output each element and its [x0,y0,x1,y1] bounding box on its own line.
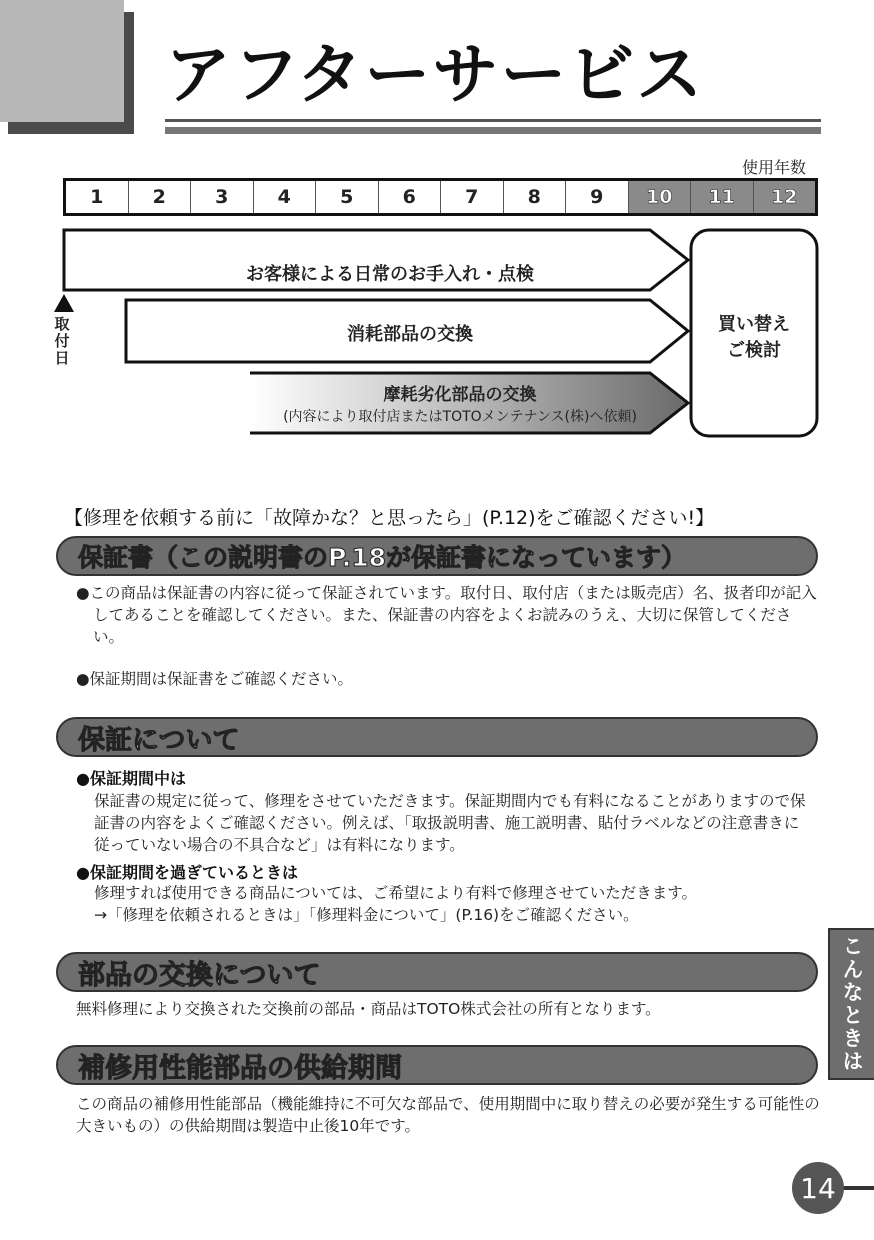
years-label: 使用年数 [742,158,807,177]
wear-parts-sublabel: (内容により取付店またはTOTOメンテナンス(株)へ依頼) [283,409,637,425]
bullet-heading-in-warranty: ●保証期間中は [76,769,186,788]
replacement-label [692,312,816,364]
warranty-card-paragraph: ●この商品は保証書の内容に従って保証されています。取付日、取付店（または販売店）名、扱者印が記入してあることを確認してください。また、保証書の内容をよくお読みのうえ、大切に保管してください。 [76,584,817,646]
year-cell: 4 [254,181,317,213]
side-tab-troubleshooting[interactable]: こんなときは [828,928,874,1080]
year-cell: 6 [379,181,442,213]
bullet-heading-post-warranty: ●保証期間を過ぎているときは [76,863,298,882]
section-heading-warranty-card [56,536,818,576]
post-warranty-body: 修理すれば使用できる商品については、ご希望により有料で修理させていただきます。 [94,884,697,902]
year-cell: 8 [504,181,567,213]
year-cell: 7 [441,181,504,213]
in-warranty-body: 保証書の規定に従って、修理をさせていただきます。保証期間内でも有料になることがありますので保証書の内容をよくご確認ください。例えば、「取扱説明書、施工説明書、貼付ラベルなどの注意書きに従っていない場合の不具合など」は有料になります。 [94,792,806,854]
install-date-label: 取付日 [54,315,70,367]
repair-notice: 【修理を依頼する前に「故障かな？と思ったら」(P.12)をご確認ください!】 [64,507,715,529]
section-heading-about-warranty [56,717,818,757]
post-warranty-reference: →「修理を依頼されるときは」「修理料金について」(P.16)をご確認ください。 [94,906,639,924]
consumable-parts-label: 消耗部品の交換 [347,324,473,345]
section-heading-text: 保証について [78,724,240,756]
install-date-arrow-icon [54,294,74,312]
page-title: アフターサービス [165,36,705,113]
daily-care-label: お客様による日常のお手入れ・点検 [246,264,534,285]
year-cell: 1 [66,181,129,213]
section-heading-text: 補修用性能部品の供給期間 [78,1052,402,1084]
page-number: 14 [792,1162,844,1214]
warranty-period-paragraph: ●保証期間は保証書をご確認ください。 [76,670,354,688]
section-heading-text: 部品の交換について [78,959,321,991]
wear-parts-label: 摩耗劣化部品の交換 [383,385,537,405]
section-heading-parts-exchange [56,952,818,992]
year-cell: 2 [129,181,192,213]
year-cell: 5 [316,181,379,213]
parts-exchange-body: 無料修理により交換された交換前の部品・商品はTOTO株式会社の所有となります。 [76,1000,661,1018]
year-cell: 11 [691,181,754,213]
year-cell: 12 [754,181,816,213]
section-heading-parts-supply [56,1045,818,1085]
year-cell: 3 [191,181,254,213]
section-heading-text: 保証書（この説明書のP.18が保証書になっています） [78,543,687,572]
year-cell: 9 [566,181,629,213]
parts-supply-body: この商品の補修用性能部品（機能維持に不可欠な部品で、使用期間中に取り替えの必要が発生する可能性の大きいもの）の供給期間は製造中止後10年です。 [76,1095,820,1135]
replacement-line-2: ご検討 [727,340,781,361]
replacement-line-1: 買い替え [718,314,790,335]
year-cell: 10 [629,181,692,213]
